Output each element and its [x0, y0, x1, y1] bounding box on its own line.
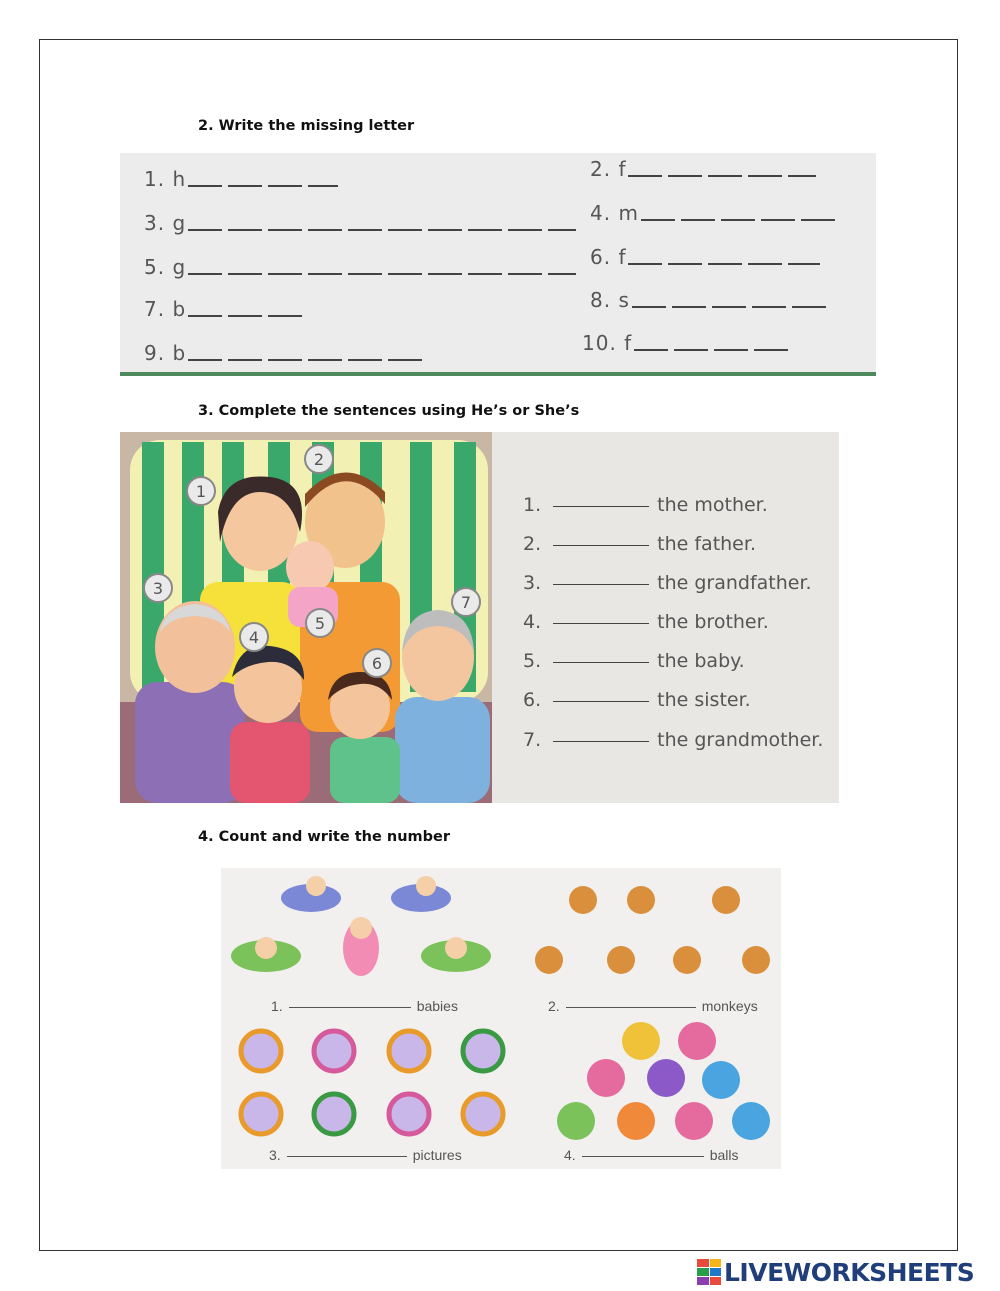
answer-blank[interactable]: [628, 263, 820, 265]
word-item-9: 9. b: [144, 341, 422, 365]
count-pictures: [221, 868, 781, 1169]
marker-4: [240, 623, 268, 651]
sentence-4: 4. the brother.: [523, 611, 769, 633]
answer-blank[interactable]: [641, 219, 837, 221]
marker-7: [452, 588, 480, 616]
family-panel: [120, 432, 839, 803]
logo-text: LIVEWORKSHEETS: [724, 1257, 975, 1287]
answer-blank[interactable]: [188, 359, 422, 361]
sentence-2: 2. the father.: [523, 533, 756, 555]
sentence-6: 6. the sister.: [523, 689, 751, 711]
svg-text:1: 1: [195, 482, 207, 501]
answer-blank[interactable]: [553, 740, 649, 742]
answer-blank[interactable]: [553, 544, 649, 546]
caption-4: 4. balls: [564, 1147, 739, 1163]
section2-title: 2. Write the missing letter: [198, 118, 415, 134]
word-item-3: 3. g: [144, 211, 576, 235]
answer-blank[interactable]: [188, 185, 338, 187]
word-item-1: 1. h: [144, 167, 338, 191]
svg-text:2: 2: [313, 450, 325, 469]
sentence-1: 1. the mother.: [523, 494, 768, 516]
pictures-group: [241, 1031, 503, 1134]
svg-text:5: 5: [314, 614, 326, 633]
family-illustration: [120, 432, 492, 803]
answer-blank[interactable]: [553, 622, 649, 624]
marker-2: [305, 445, 333, 473]
answer-blank[interactable]: [553, 661, 649, 663]
answer-blank[interactable]: [289, 1006, 411, 1008]
svg-text:3: 3: [152, 579, 164, 598]
marker-3: [144, 574, 172, 602]
balls-group: [557, 1022, 770, 1140]
word-item-10: 10. f: [582, 331, 788, 355]
marker-5: [306, 609, 334, 637]
answer-blank[interactable]: [632, 306, 826, 308]
svg-text:7: 7: [460, 593, 472, 612]
marker-6: [363, 649, 391, 677]
marker-1: [187, 477, 215, 505]
monkeys-group: [535, 886, 770, 974]
answer-blank[interactable]: [188, 273, 576, 275]
answer-blank[interactable]: [634, 349, 788, 351]
logo-icon: [697, 1259, 721, 1285]
answer-blank[interactable]: [553, 583, 649, 585]
answer-blank[interactable]: [553, 700, 649, 702]
answer-blank[interactable]: [628, 175, 816, 177]
sentence-7: 7. the grandmother.: [523, 729, 824, 751]
word-item-8: 8. s: [590, 288, 826, 312]
answer-blank[interactable]: [188, 315, 302, 317]
family-picture: [120, 432, 492, 803]
word-item-6: 6. f: [590, 245, 820, 269]
answer-blank[interactable]: [582, 1155, 704, 1157]
liveworksheets-logo: [697, 1256, 974, 1288]
section4-title: 4. Count and write the number: [198, 829, 450, 845]
word-item-2: 2. f: [590, 157, 816, 181]
caption-2: 2. monkeys: [548, 998, 758, 1014]
svg-text:4: 4: [248, 628, 260, 647]
section3-title: 3. Complete the sentences using He’s or She’s: [198, 403, 580, 419]
caption-3: 3. pictures: [269, 1147, 462, 1163]
missing-letter-panel: [120, 153, 876, 376]
caption-1: 1. babies: [271, 998, 458, 1014]
answer-blank[interactable]: [287, 1155, 407, 1157]
word-item-7: 7. b: [144, 297, 302, 321]
sentence-5: 5. the baby.: [523, 650, 745, 672]
word-item-4: 4. m: [590, 201, 837, 225]
answer-blank[interactable]: [188, 229, 576, 231]
sentence-3: 3. the grandfather.: [523, 572, 812, 594]
svg-text:6: 6: [371, 654, 383, 673]
babies-group: [231, 876, 491, 976]
answer-blank[interactable]: [566, 1006, 696, 1008]
answer-blank[interactable]: [553, 505, 649, 507]
word-item-5: 5. g: [144, 255, 576, 279]
count-panel: [221, 868, 781, 1169]
